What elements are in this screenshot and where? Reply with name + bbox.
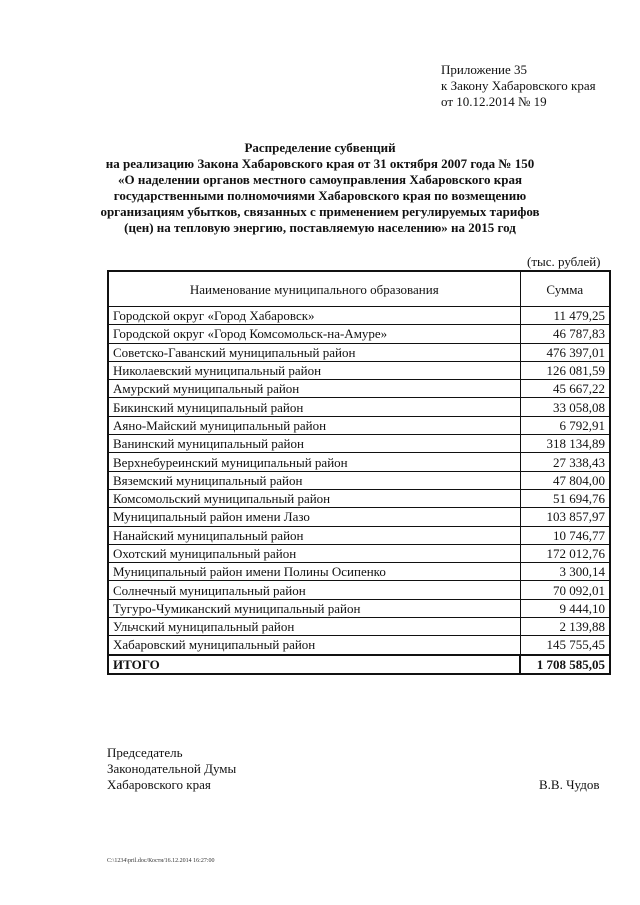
municipality-name: Муниципальный район имени Полины Осипенко [108, 563, 520, 581]
municipality-name: Нанайский муниципальный район [108, 526, 520, 544]
municipality-name: Ульчский муниципальный район [108, 618, 520, 636]
table-row [108, 435, 610, 453]
title-line-6: (цен) на тепловую энергию, поставляемую населению» на 2015 год [124, 220, 516, 235]
municipality-name: Муниципальный район имени Лазо [108, 508, 520, 526]
table-row [108, 581, 610, 599]
subsidy-sum: 2 139,88 [520, 618, 610, 636]
total-label: ИТОГО [108, 655, 520, 674]
table-row [108, 563, 610, 581]
municipality-name: Ванинский муниципальный район [108, 435, 520, 453]
table-row [108, 471, 610, 489]
table-row [108, 343, 610, 361]
subsidy-sum: 11 479,25 [520, 307, 610, 325]
municipality-name: Аяно-Майский муниципальный район [108, 416, 520, 434]
table-row [108, 636, 610, 655]
document-title [100, 140, 540, 236]
municipality-name: Амурский муниципальный район [108, 380, 520, 398]
title-line-3: «О наделении органов местного самоуправления Хабаровского края [118, 172, 522, 187]
municipality-name: Николаевский муниципальный район [108, 361, 520, 379]
title-line-5: организациям убытков, связанных с применением регулируемых тарифов [100, 204, 540, 219]
municipality-name: Городской округ «Город Хабаровск» [108, 307, 520, 325]
subsidy-sum: 70 092,01 [520, 581, 610, 599]
municipality-name: Солнечный муниципальный район [108, 581, 520, 599]
units-note: (тыс. рублей) [527, 254, 601, 269]
total-sum: 1 708 585,05 [520, 655, 610, 674]
subsidy-sum: 27 338,43 [520, 453, 610, 471]
municipality-name: Вяземский муниципальный район [108, 471, 520, 489]
subsidy-sum: 476 397,01 [520, 343, 610, 361]
subsidy-sum: 10 746,77 [520, 526, 610, 544]
municipality-name: Советско-Гаванский муниципальный район [108, 343, 520, 361]
appendix-law: к Закону Хабаровского края [441, 78, 596, 93]
subsidy-sum: 33 058,08 [520, 398, 610, 416]
subsidy-sum: 318 134,89 [520, 435, 610, 453]
signature-line-3: Хабаровского края [107, 777, 211, 792]
table-body [108, 307, 610, 674]
table-row [108, 307, 610, 325]
signature-line-1: Председатель [107, 745, 183, 760]
subsidy-sum: 46 787,83 [520, 325, 610, 343]
signature-line-2: Законодательной Думы [107, 761, 237, 776]
subsidy-table [107, 270, 611, 675]
subsidy-sum: 126 081,59 [520, 361, 610, 379]
table-row [108, 508, 610, 526]
title-line-1: Распределение субвенций [244, 140, 396, 155]
table-row [108, 325, 610, 343]
municipality-name: Городской округ «Город Комсомольск-на-Амуре» [108, 325, 520, 343]
subsidy-sum: 9 444,10 [520, 599, 610, 617]
table-row [108, 398, 610, 416]
subsidy-sum: 47 804,00 [520, 471, 610, 489]
subsidy-sum: 3 300,14 [520, 563, 610, 581]
municipality-name: Бикинский муниципальный район [108, 398, 520, 416]
signature-block [107, 745, 236, 793]
appendix-date: от 10.12.2014 № 19 [441, 94, 547, 109]
signer-name: В.В. Чудов [539, 777, 600, 792]
subsidy-sum: 103 857,97 [520, 508, 610, 526]
title-line-4: государственными полномочиями Хабаровского края по возмещению [113, 188, 527, 203]
appendix-number: Приложение 35 [441, 62, 528, 77]
title-line-2: на реализацию Закона Хабаровского края от 31 октября 2007 года № 150 [105, 156, 535, 171]
table-row [108, 380, 610, 398]
table-row [108, 489, 610, 507]
table-row [108, 544, 610, 562]
municipality-name: Верхнебуреинский муниципальный район [108, 453, 520, 471]
table-row [108, 361, 610, 379]
table-header-row [108, 271, 610, 307]
table-row [108, 416, 610, 434]
header-name: Наименование муниципального образования [108, 271, 520, 307]
file-path-footer: C:\1234\pril.doc/Костя/16.12.2014 16:27:00 [107, 858, 215, 864]
municipality-name: Хабаровский муниципальный район [108, 636, 520, 655]
total-row [108, 655, 610, 674]
table-row [108, 618, 610, 636]
municipality-name: Тугуро-Чумиканский муниципальный район [108, 599, 520, 617]
table-row [108, 599, 610, 617]
subsidy-sum: 6 792,91 [520, 416, 610, 434]
municipality-name: Комсомольский муниципальный район [108, 489, 520, 507]
table-row [108, 453, 610, 471]
table-row [108, 526, 610, 544]
header-sum: Сумма [520, 271, 610, 307]
municipality-name: Охотский муниципальный район [108, 544, 520, 562]
subsidy-sum: 145 755,45 [520, 636, 610, 655]
subsidy-sum: 45 667,22 [520, 380, 610, 398]
subsidy-sum: 51 694,76 [520, 489, 610, 507]
appendix-reference [441, 62, 596, 110]
subsidy-sum: 172 012,76 [520, 544, 610, 562]
